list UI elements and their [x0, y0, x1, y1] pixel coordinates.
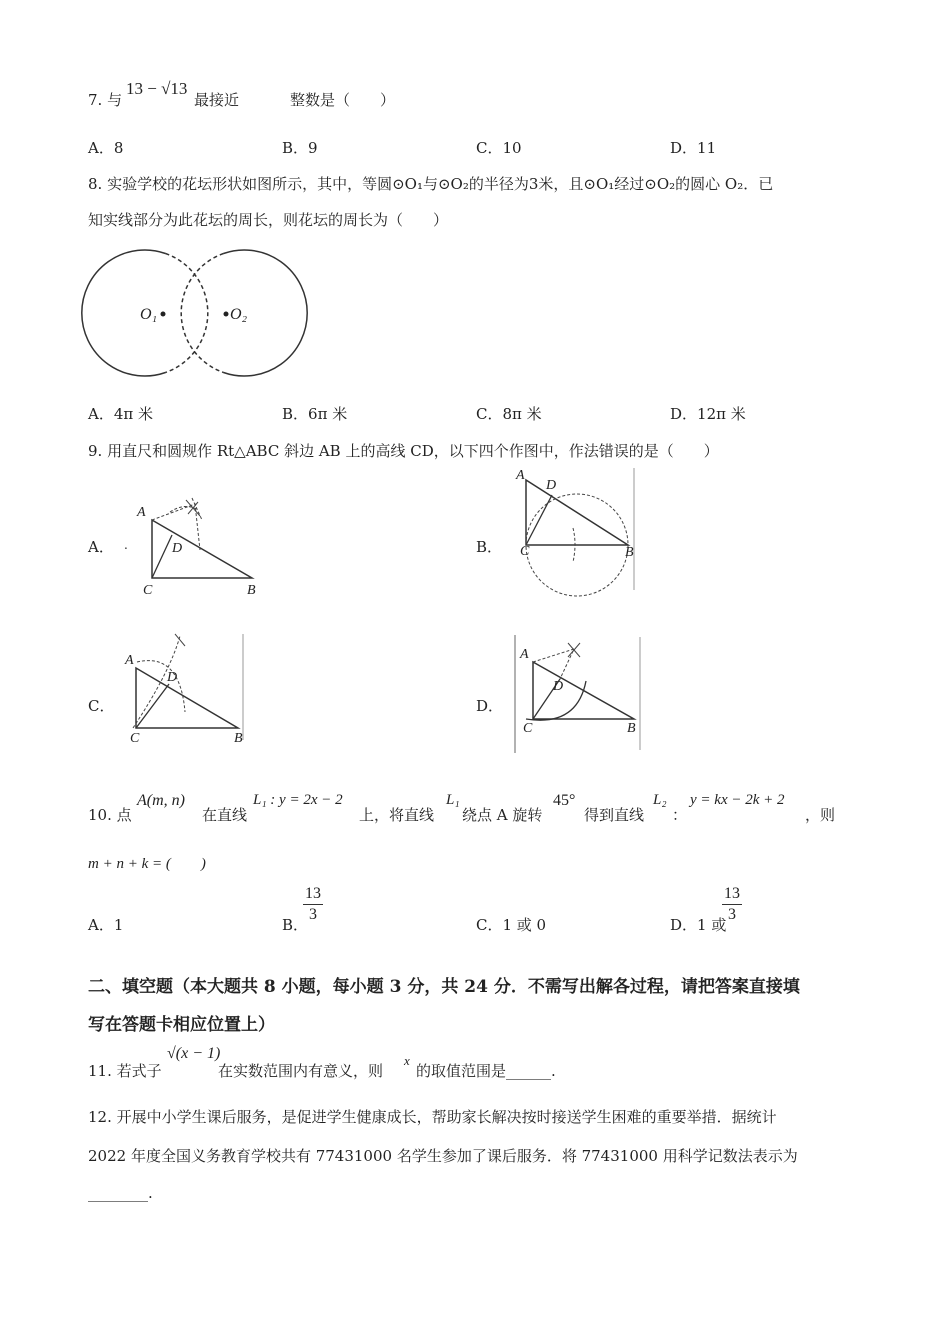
q10-line-l1: L₁ : y = 2x − 2 [253, 792, 343, 808]
q7-option-d: D．11 [670, 139, 717, 157]
q9c-label-d: D [167, 670, 178, 685]
q8-option-b: B．6π 米 [282, 405, 348, 423]
q10-option-b-fraction [303, 884, 323, 925]
q9-figure-d [512, 635, 642, 755]
q9-option-b: B． [476, 538, 503, 556]
fraction-denominator: 3 [728, 906, 736, 923]
q10-angle: 45° [553, 792, 576, 809]
q11-middle-text: 在实数范围内有意义，则 [218, 1062, 384, 1080]
q7-middle-text: 最接近 [194, 91, 240, 109]
q7-number: 7. 与 [88, 91, 123, 109]
q10-option-c: C．1 或 0 [476, 916, 547, 934]
q12-text-line1: 12. 开展中小学生课后服务，是促进学生健康成长，帮助家长解决按时接送学生困难的重要举措．据统计 [88, 1108, 777, 1126]
q10-text-3: 绕点 A 旋转 [462, 806, 543, 824]
q8-option-d: D．12π 米 [670, 405, 746, 423]
q8-option-c: C．8π 米 [476, 405, 542, 423]
q9-figure-c [125, 632, 250, 747]
q10-option-d-fraction [722, 884, 742, 925]
q11-expression: √(x − 1) [167, 1045, 221, 1062]
q10-separator: ： [672, 806, 688, 824]
q9-stray-mark: . [124, 538, 128, 552]
q8-text-line2: 知实线部分为此花坛的周长，则花坛的周长为（ ） [88, 211, 449, 229]
q9c-label-c: C [130, 731, 140, 746]
q9a-label-b: B [247, 583, 256, 598]
q9c-label-b: B [234, 731, 243, 746]
q12-text-line3: ________. [88, 1184, 153, 1202]
q9b-label-b: B [625, 545, 634, 560]
q9-option-a: A． [88, 538, 114, 556]
q9a-label-d: D [172, 541, 183, 556]
q10-expression: m + n + k = ( ) [88, 856, 206, 872]
q7-option-a: A．8 [88, 139, 124, 157]
q10-number: 10. 点 [88, 806, 132, 824]
q7-option-c: C．10 [476, 139, 522, 157]
q10-text-2: 上，将直线 [359, 806, 435, 824]
q9a-label-a: A [137, 505, 146, 520]
section2-heading-line1: 二、填空题（本大题共 8 小题，每小题 3 分，共 24 分．不需写出解各过程，请把答案直接填 [88, 977, 800, 997]
q9d-label-a: A [520, 647, 529, 662]
q11-tail-text: 的取值范围是______. [416, 1062, 556, 1080]
fraction-numerator: 13 [722, 884, 742, 905]
q9-option-c: C． [88, 697, 115, 715]
q10-l2-ref: L₂ [653, 792, 667, 808]
q10-point: A(m, n) [137, 792, 185, 809]
q7-option-b: B．9 [282, 139, 318, 157]
q9c-label-a: A [125, 653, 134, 668]
q10-option-d-prefix: D．1 或 [670, 916, 727, 934]
q8-circles-figure [100, 248, 295, 378]
q10-l1-ref: L₁ [446, 792, 460, 808]
q9-text: 9. 用直尺和圆规作 Rt△ABC 斜边 AB 上的高线 CD，以下四个作图中，作法错误的是（ ） [88, 442, 719, 460]
q9a-label-c: C [143, 583, 153, 598]
q9-figure-b [515, 466, 640, 592]
q9d-label-b: B [627, 721, 636, 736]
q9d-label-d: D [553, 679, 564, 694]
fraction-denominator: 3 [309, 906, 317, 923]
q9b-label-d: D [546, 478, 557, 493]
q10-text-4: 得到直线 [584, 806, 645, 824]
q9b-label-c: C [520, 544, 530, 559]
q9d-label-c: C [523, 721, 533, 736]
q9b-label-a: A [516, 468, 525, 483]
q7-tail-text: 整数是（ ） [290, 91, 396, 109]
q12-text-line2: 2022 年度全国义务教育学校共有 77431000 名学生参加了课后服务．将 77431000 用科学记数法表示为 [88, 1147, 798, 1165]
q8-option-a: A．4π 米 [88, 405, 154, 423]
q11-variable: x [404, 1053, 410, 1068]
q10-option-b-prefix: B． [282, 916, 309, 934]
q10-text-1: 在直线 [202, 806, 248, 824]
q8-label-o2: O₂ [230, 306, 248, 323]
q10-text-5: ，则 [805, 806, 836, 824]
q8-text-line1: 8. 实验学校的花坛形状如图所示，其中，等圆⊙O₁与⊙O₂的半径为3米，且⊙O₁经过⊙O₂的圆心 O₂．已 [88, 175, 774, 193]
fraction-numerator: 13 [303, 884, 323, 905]
q7-expression: 13 − √13 [126, 79, 188, 98]
q11-number: 11. 若式子 [88, 1062, 162, 1080]
q8-label-o1: O₁ [140, 306, 158, 323]
section2-heading-line2: 写在答题卡相应位置上） [88, 1015, 275, 1035]
q10-line-l2: y = kx − 2k + 2 [690, 792, 785, 808]
q10-option-a: A．1 [88, 916, 124, 934]
q9-option-d: D． [476, 697, 504, 715]
